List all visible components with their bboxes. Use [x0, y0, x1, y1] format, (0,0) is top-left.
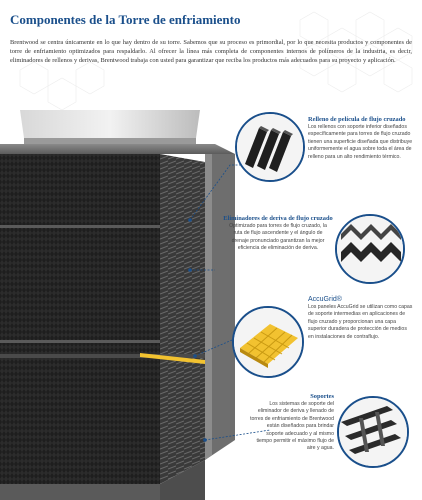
accugrid-title: AccuGrid® — [308, 296, 342, 303]
supports-text: Los sistemas de soporte del eliminador de deriva y llenado de torres de enfriamiento de Brentwood están diseñados para brindar soporte adecuado y al mismo tiempo permitir el máximo flujo de aire y agua. — [250, 401, 334, 452]
callout-accugrid — [308, 296, 414, 341]
crossflow-film-fill-text: Los rellenos con soporte inferior diseñados específicamente para torres de flujo cruzado tienen una superficie diseñada que distribuye uniformemente el agua sobre toda el área de relleno para un alto rendimiento térmico. — [308, 124, 413, 160]
page-title: Componentes de la Torre de enfriamiento — [10, 12, 241, 27]
intro-paragraph: Brentwood se centra únicamente en lo que hay dentro de su torre. Sabemos que su proceso es primordial, por lo que necesita productos y componentes de torre de enfriamiento optimizados para respaldarlo. Al ofrecer la línea más completa de componentes internos de polímeros de la industria, es decir, eliminadores de rellenos y derivas, Brentwood trabaja con usted para garantizar que reciba los productos más adecuados para su proyecto y aplicación. — [10, 39, 412, 65]
callout-supports — [250, 393, 334, 453]
accugrid-image — [232, 306, 304, 378]
callout-crossflow-film-fill — [308, 116, 416, 161]
crossflow-film-fill-title: Relleno de película de flujo cruzado — [308, 116, 406, 123]
drift-eliminators-title: Eliminadores de deriva de flujo cruzado — [223, 215, 333, 222]
drift-eliminators-image — [335, 214, 405, 284]
accugrid-text: Los paneles AccuGrid se utilizan como capas de soporte intermedias en aplicaciones de flujo cruzado y proporcionan una capa superior duradera de protección de medios en instalaciones de contraflujo. — [308, 304, 413, 340]
crossflow-film-fill-image — [235, 112, 305, 182]
supports-title: Soportes — [310, 393, 334, 400]
cooling-tower-illustration — [0, 110, 250, 500]
drift-eliminators-text: Optimizado para torres de flujo cruzado, la ruta de flujo ascendente y el ángulo de drenaje pronunciado garantizan la mejor eficiencia de eliminación de deriva. — [229, 223, 327, 252]
callout-drift-eliminators — [218, 215, 338, 253]
supports-image — [337, 396, 409, 468]
